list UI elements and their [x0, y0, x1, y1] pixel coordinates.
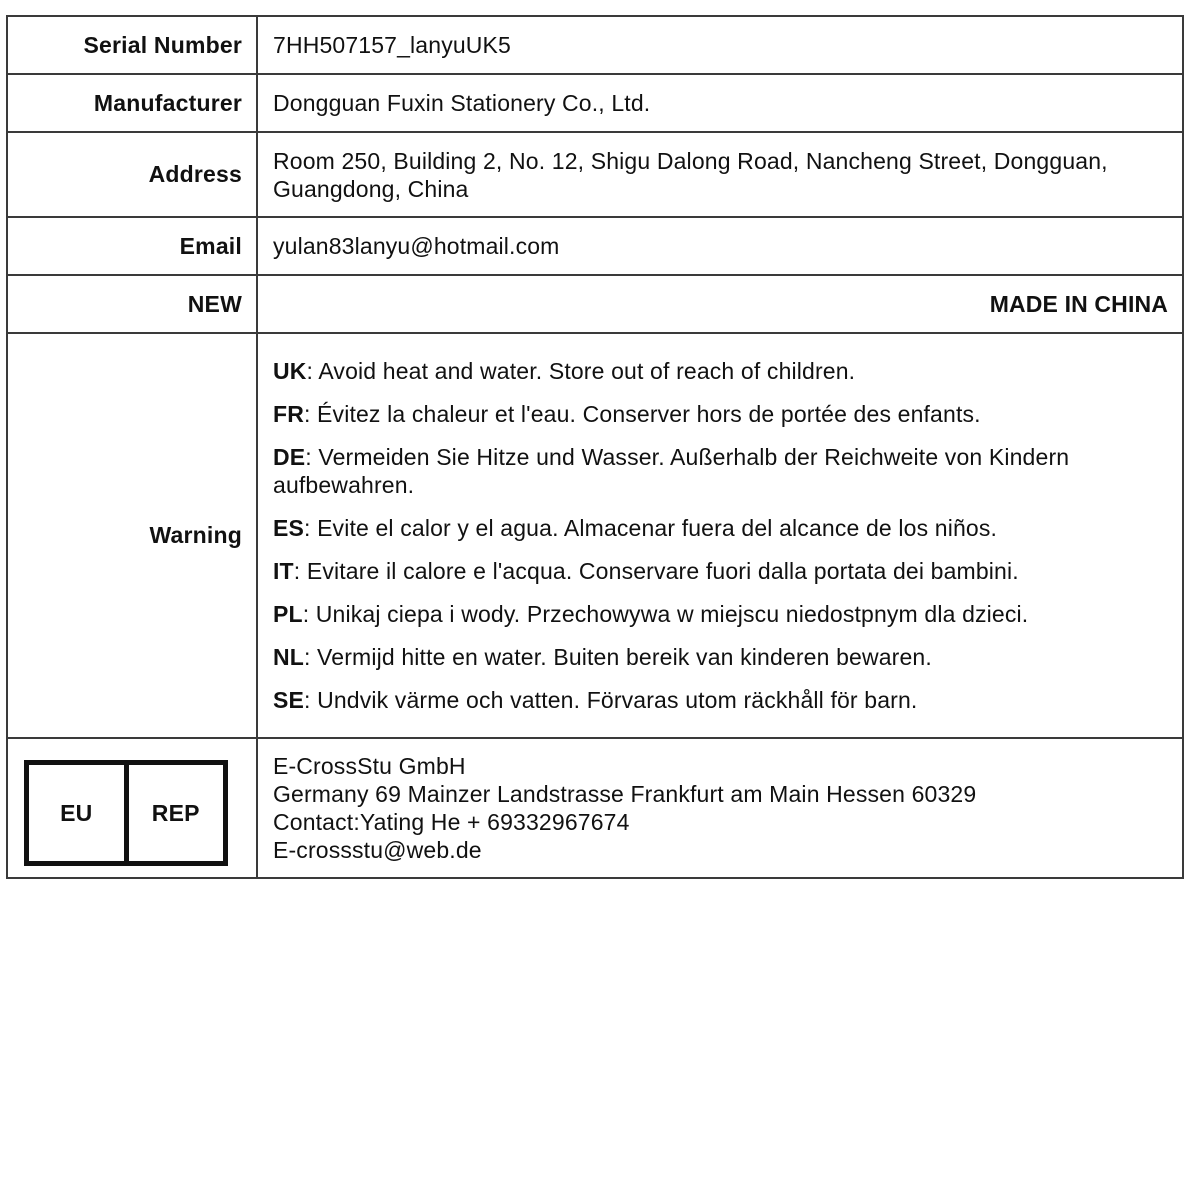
- warning-code: SE: [273, 687, 304, 713]
- eu-rep-row: [7, 738, 1183, 878]
- eu-rep-company: E-CrossStu GmbH: [273, 753, 466, 779]
- warning-item-se: [273, 686, 1168, 714]
- condition-row: [7, 275, 1183, 333]
- warning-text: : Undvik värme och vatten. Förvaras utom räckhåll för barn.: [303, 687, 918, 713]
- warning-text: : Vermeiden Sie Hitze und Wasser. Außerhalb der Reichweite von Kindern aufbewahren.: [273, 444, 1070, 498]
- email-label: Email: [7, 217, 257, 275]
- warning-text: : Unikaj ciepa i wody. Przechowywa w miejscu niedostpnym dla dzieci.: [302, 601, 1029, 627]
- warning-item-pl: [273, 600, 1168, 628]
- serial-number-row: [7, 16, 1183, 74]
- eu-rep-symbol-eu: EU: [60, 799, 93, 826]
- warning-item-es: [273, 514, 1168, 542]
- manufacturer-value: Dongguan Fuxin Stationery Co., Ltd.: [257, 74, 1183, 132]
- email-row: [7, 217, 1183, 275]
- warning-code: FR: [273, 401, 304, 427]
- eu-rep-symbol-cell: [7, 738, 257, 878]
- warning-row: [7, 333, 1183, 738]
- warning-item-nl: [273, 643, 1168, 671]
- warning-list: [257, 333, 1183, 738]
- warning-text: : Évitez la chaleur et l'eau. Conserver hors de portée des enfants.: [303, 401, 981, 427]
- warning-label: Warning: [7, 333, 257, 738]
- eu-rep-symbol-rep: REP: [124, 765, 224, 861]
- warning-code: ES: [273, 515, 304, 541]
- warning-code: IT: [273, 558, 294, 584]
- manufacturer-label: Manufacturer: [7, 74, 257, 132]
- address-value: Room 250, Building 2, No. 12, Shigu Dalong Road, Nancheng Street, Dongguan, Guangdong, China: [257, 132, 1183, 217]
- warning-item-it: [273, 557, 1168, 585]
- warning-text: : Vermijd hitte en water. Buiten bereik van kinderen bewaren.: [303, 644, 932, 670]
- warning-text: : Evite el calor y el agua. Almacenar fuera del alcance de los niños.: [303, 515, 998, 541]
- warning-item-fr: [273, 400, 1168, 428]
- eu-rep-email: E-crossstu@web.de: [273, 837, 482, 863]
- eu-rep-contact: Contact:Yating He + 69332967674: [273, 809, 630, 835]
- manufacturer-row: [7, 74, 1183, 132]
- warning-text: : Avoid heat and water. Store out of reach of children.: [306, 358, 856, 384]
- warning-code: NL: [273, 644, 304, 670]
- eu-rep-symbol: [24, 760, 228, 866]
- warning-code: PL: [273, 601, 303, 627]
- warning-item-de: [273, 443, 1168, 499]
- condition-label: NEW: [7, 275, 257, 333]
- warning-item-uk: [273, 357, 1168, 385]
- warning-code: UK: [273, 358, 307, 384]
- product-info-table: [6, 15, 1184, 879]
- email-value: yulan83lanyu@hotmail.com: [257, 217, 1183, 275]
- eu-rep-address: Germany 69 Mainzer Landstrasse Frankfurt am Main Hessen 60329: [273, 781, 977, 807]
- address-row: [7, 132, 1183, 217]
- serial-number-value: 7HH507157_lanyuUK5: [257, 16, 1183, 74]
- origin-value: MADE IN CHINA: [257, 275, 1183, 333]
- serial-number-label: Serial Number: [7, 16, 257, 74]
- eu-rep-details: [257, 738, 1183, 878]
- warning-code: DE: [273, 444, 306, 470]
- warning-text: : Evitare il calore e l'acqua. Conservare fuori dalla portata dei bambini.: [293, 558, 1019, 584]
- address-label: Address: [7, 132, 257, 217]
